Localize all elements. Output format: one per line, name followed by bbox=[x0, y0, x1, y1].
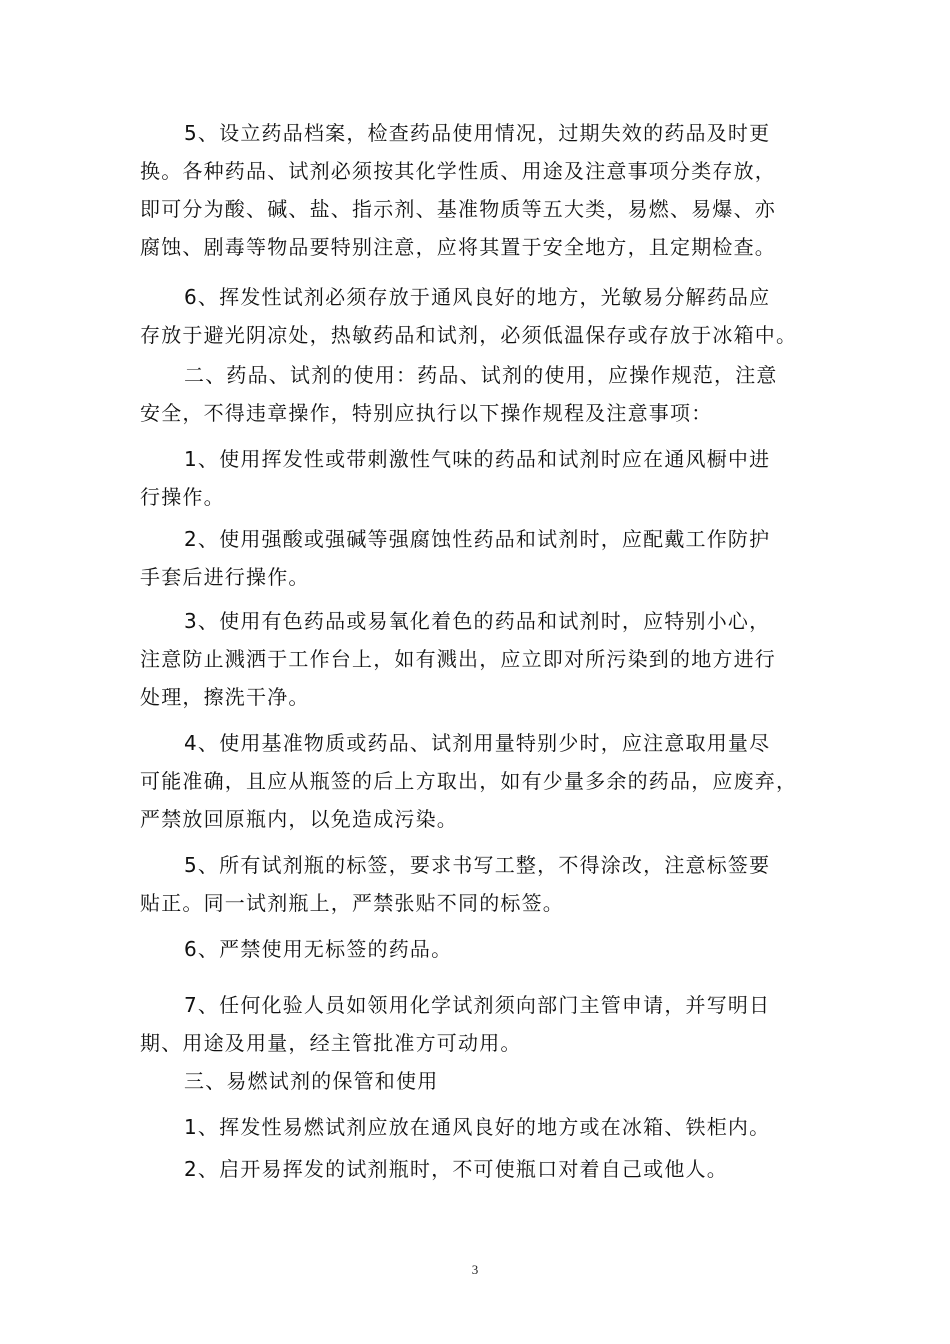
paragraph-use-3 bbox=[140, 602, 830, 716]
text-line: 6、挥发性试剂必须存放于通风良好的地方，光敏易分解药品应 bbox=[184, 285, 771, 309]
paragraph-use-2 bbox=[140, 520, 830, 596]
text-line: 存放于避光阴凉处，热敏药品和试剂，必须低温保存或存放于冰箱中。 bbox=[140, 323, 798, 347]
text-line: 3、使用有色药品或易氧化着色的药品和试剂时，应特别小心， bbox=[184, 609, 771, 633]
text-line: 手套后进行操作。 bbox=[140, 565, 310, 589]
section-heading-flammable bbox=[140, 1062, 830, 1100]
paragraph-volatile-storage bbox=[140, 278, 830, 354]
paragraph-use-5 bbox=[140, 846, 830, 922]
text-line: 1、挥发性易燃试剂应放在通风良好的地方或在冰箱、铁柜内。 bbox=[184, 1115, 771, 1139]
text-line: 1、使用挥发性或带刺激性气味的药品和试剂时应在通风橱中进 bbox=[184, 447, 771, 471]
paragraph-drug-archive bbox=[140, 114, 830, 266]
text-line: 注意防止溅洒于工作台上，如有溅出，应立即对所污染到的地方进行 bbox=[140, 647, 776, 671]
text-line: 7、任何化验人员如领用化学试剂须向部门主管申请，并写明日 bbox=[184, 993, 771, 1017]
text-line: 三、易燃试剂的保管和使用 bbox=[184, 1069, 439, 1093]
text-line: 腐蚀、剧毒等物品要特别注意，应将其置于安全地方，且定期检查。 bbox=[140, 235, 776, 259]
text-line: 期、用途及用量，经主管批准方可动用。 bbox=[140, 1031, 522, 1055]
paragraph-flammable-1 bbox=[140, 1108, 830, 1146]
page-number: 3 bbox=[471, 1262, 479, 1277]
paragraph-use-1 bbox=[140, 440, 830, 516]
paragraph-use-6 bbox=[140, 930, 830, 968]
text-line: 换。各种药品、试剂必须按其化学性质、用途及注意事项分类存放， bbox=[140, 159, 776, 183]
text-line: 5、所有试剂瓶的标签，要求书写工整，不得涂改，注意标签要 bbox=[184, 853, 771, 877]
paragraph-use-7 bbox=[140, 986, 830, 1062]
text-line: 安全，不得违章操作，特别应执行以下操作规程及注意事项： bbox=[140, 401, 713, 425]
paragraph-flammable-2 bbox=[140, 1150, 830, 1188]
text-line: 严禁放回原瓶内，以免造成污染。 bbox=[140, 807, 458, 831]
text-line: 4、使用基准物质或药品、试剂用量特别少时，应注意取用量尽 bbox=[184, 731, 771, 755]
text-line: 可能准确，且应从瓶签的后上方取出，如有少量多余的药品，应废弃， bbox=[140, 769, 798, 793]
text-line: 行操作。 bbox=[140, 485, 225, 509]
text-line: 二、药品、试剂的使用：药品、试剂的使用，应操作规范，注意 bbox=[184, 363, 778, 387]
text-line: 2、启开易挥发的试剂瓶时，不可使瓶口对着自己或他人。 bbox=[184, 1157, 728, 1181]
section-heading-usage bbox=[140, 356, 830, 432]
text-line: 6、严禁使用无标签的药品。 bbox=[184, 937, 453, 961]
paragraph-use-4 bbox=[140, 724, 830, 838]
text-line: 即可分为酸、碱、盐、指示剂、基准物质等五大类，易燃、易爆、亦 bbox=[140, 197, 776, 221]
text-line: 2、使用强酸或强碱等强腐蚀性药品和试剂时，应配戴工作防护 bbox=[184, 527, 771, 551]
text-line: 贴正。同一试剂瓶上，严禁张贴不同的标签。 bbox=[140, 891, 564, 915]
text-line: 5、设立药品档案，检查药品使用情况，过期失效的药品及时更 bbox=[184, 121, 771, 145]
text-line: 处理，擦洗干净。 bbox=[140, 685, 310, 709]
